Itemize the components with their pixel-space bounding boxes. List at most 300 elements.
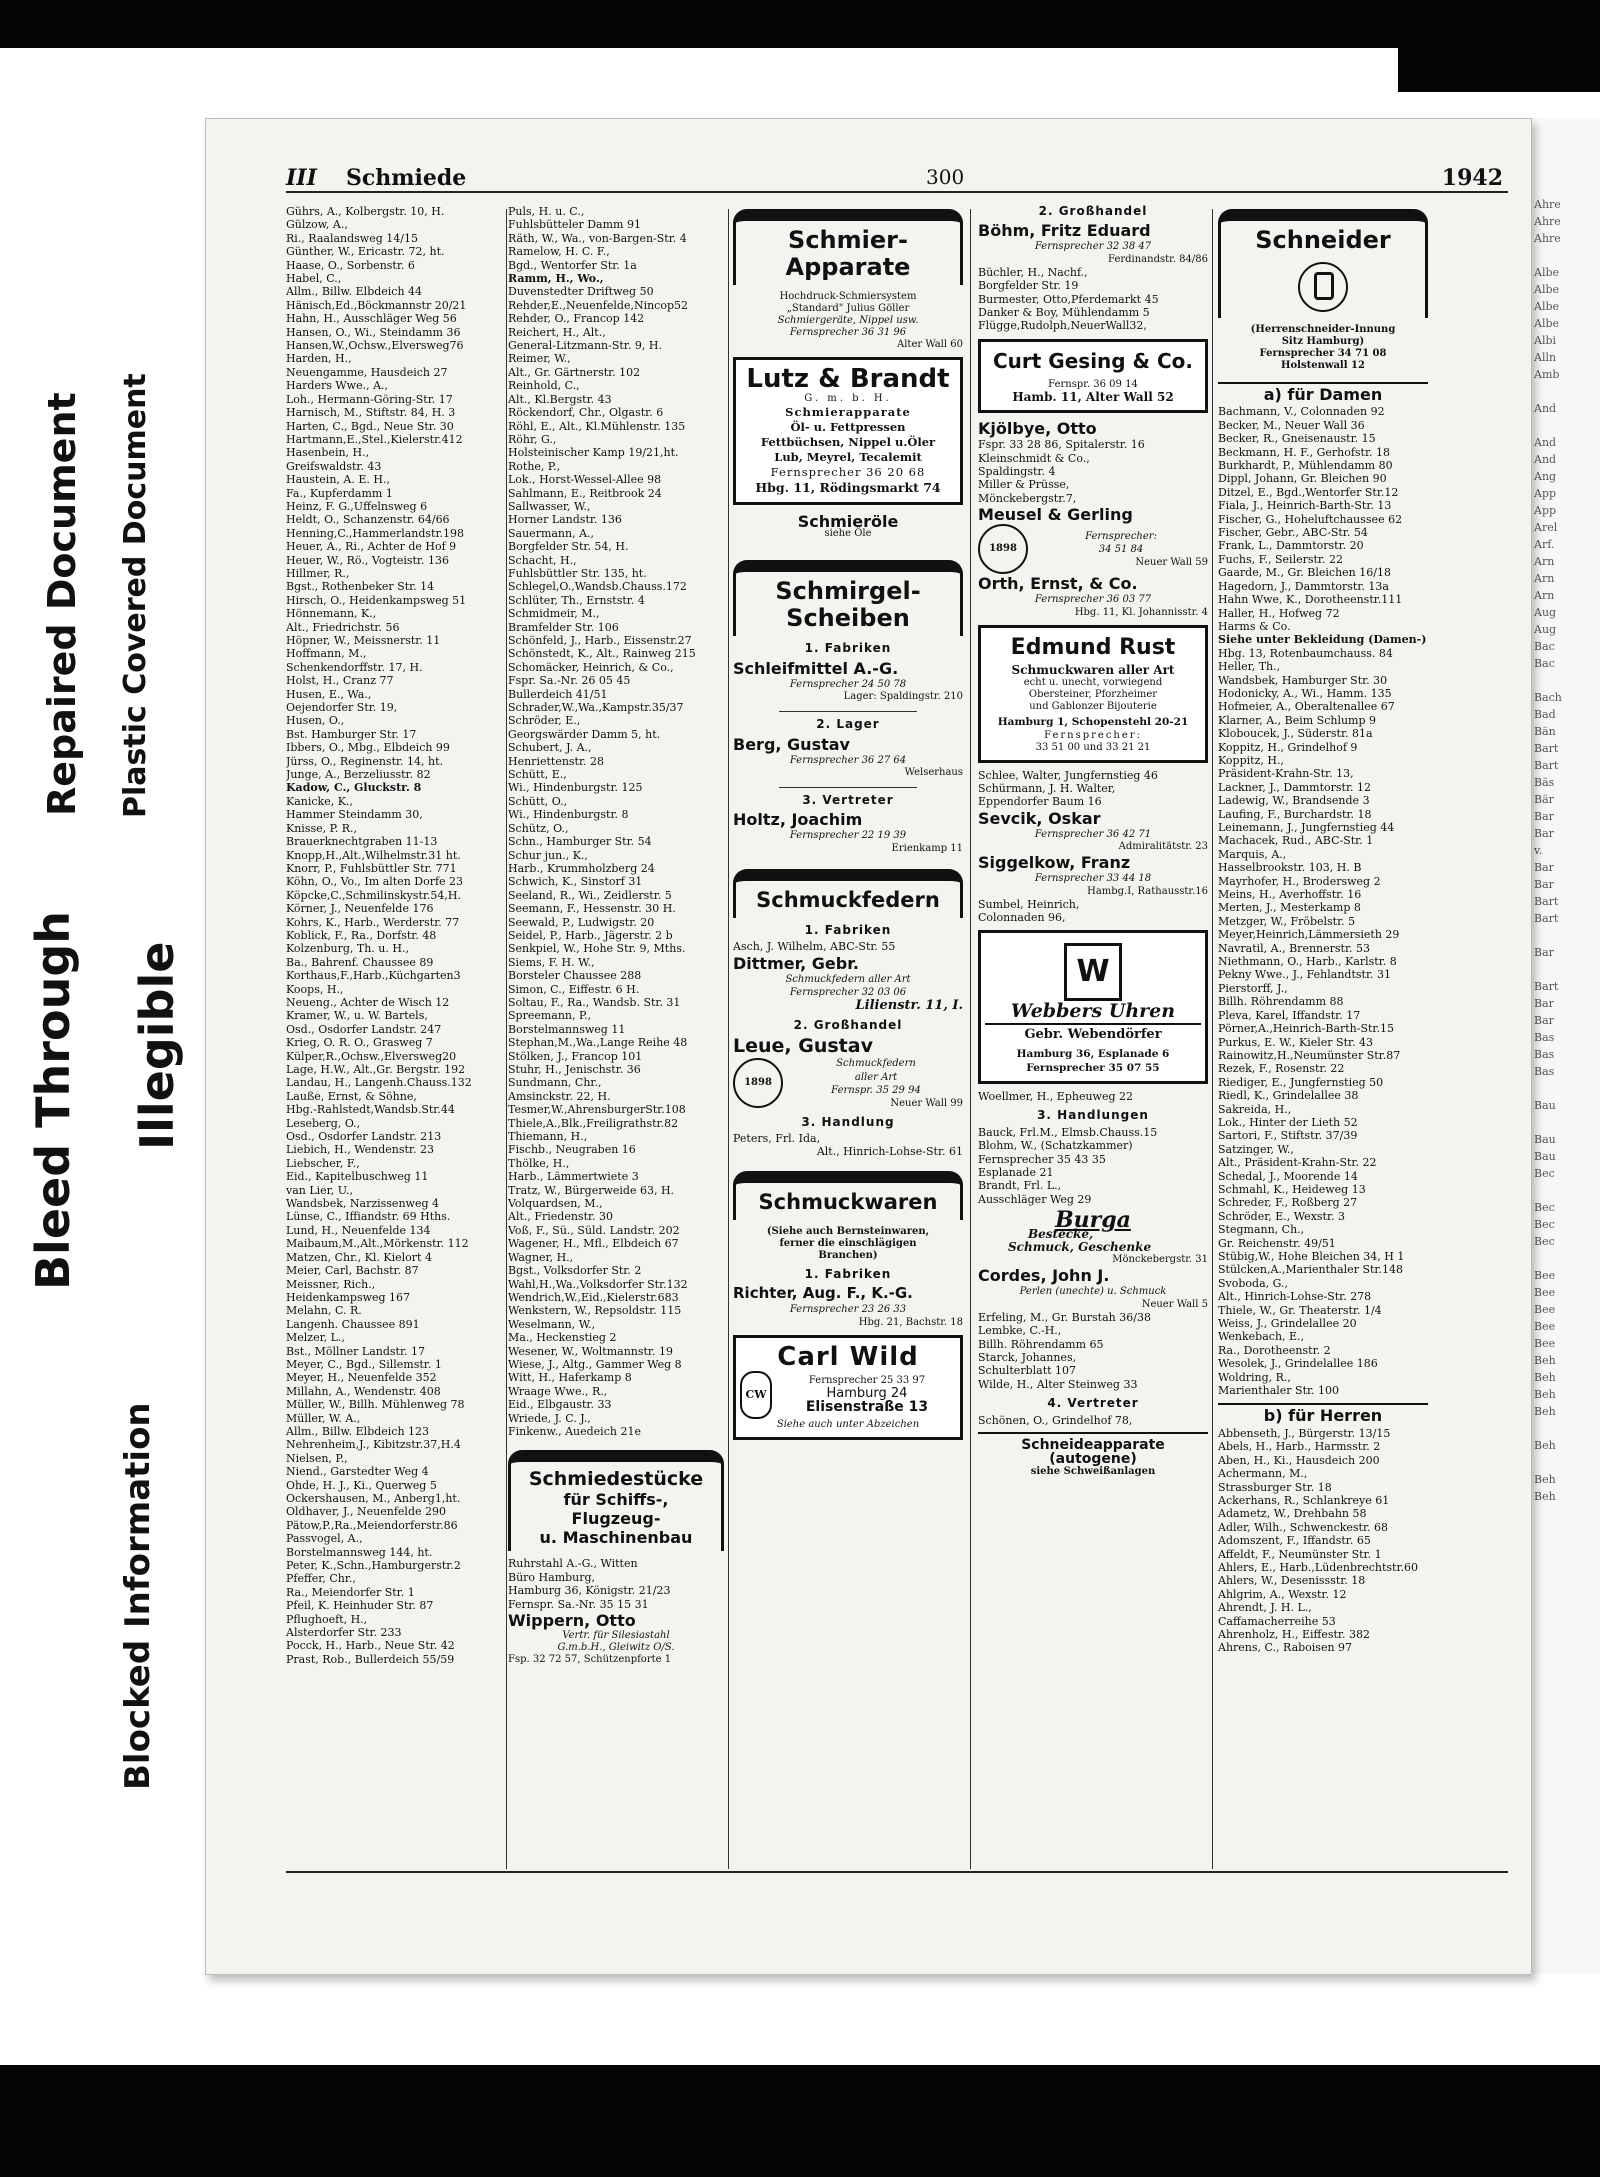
subheading: 3. Handlungen [1037, 1108, 1149, 1123]
listing-entry: Affeldt, F., Neumünster Str. 1 [1218, 1547, 1382, 1561]
edge-fragment: Arf. [1534, 538, 1555, 551]
edge-fragment [1528, 672, 1600, 689]
boehm-line: Fernsprecher 32 38 47 [1034, 241, 1152, 253]
burga-title: Burga [1055, 1207, 1131, 1234]
listing-entry: Stegmann, Ch., [1218, 1223, 1305, 1237]
edge-fragment: Bart [1534, 759, 1559, 772]
column-rule [1212, 209, 1213, 1869]
listing-entry: Sakreida, H., [1218, 1102, 1292, 1116]
listing-entry: Schönen, O., Grindelhof 78, [978, 1413, 1133, 1427]
listing-entry: Neuengamme, Hausdeich 27 [286, 365, 448, 379]
listing-entry: Loh., Hermann-Göring-Str. 17 [286, 392, 453, 406]
listing-entry: Rehder, O., Francop 142 [508, 312, 645, 326]
listing-entry: Mönckebergstr.7, [978, 491, 1077, 505]
leue-firm: Leue, Gustav [733, 1035, 873, 1058]
listing-entry: Weiss, J., Grindelallee 20 [1218, 1317, 1357, 1331]
burga-line: Bestecke, [1028, 1226, 1094, 1241]
listing-entry: Beckmann, H. F., Gerhofstr. 18 [1218, 445, 1391, 459]
listing-entry: Bgd., Wentorfer Str. 1a [508, 258, 637, 272]
rust-line: 33 51 00 und 33 21 21 [1035, 741, 1151, 753]
edge-fragment: Bec [1534, 1235, 1555, 1248]
schmirgel-title: Scheiben [786, 604, 910, 633]
listing-entry: Klarner, A., Beim Schlump 9 [1218, 713, 1377, 727]
listing-entry: Danker & Boy, Mühlendamm 5 [978, 306, 1150, 320]
edge-fragment: And [1534, 453, 1557, 466]
listing-entry: Reichert, H., Alt., [508, 325, 606, 339]
listing-entry: Wenkebach, E., [1218, 1330, 1305, 1344]
listing-entry: Wraage Wwe., R., [508, 1384, 608, 1398]
damen-heading: a) für Damen [1263, 385, 1383, 404]
listing-entry: Blohm, W., (Schatzkammer) [978, 1139, 1133, 1153]
richter-line: Fernsprecher 23 26 33 [789, 1304, 907, 1316]
listing-entry: Eppendorfer Baum 16 [978, 795, 1102, 809]
listing-entry: Sauermann, A., [508, 526, 595, 540]
tab-illegible: Illegible [130, 941, 184, 1150]
listing-entry: Wenkstern, W., Repsoldstr. 115 [508, 1304, 682, 1318]
listing-entry: Hofmeier, A., Oberaltenallee 67 [1218, 700, 1395, 714]
listing-entry: Seidel, P., Harb., Jägerstr. 2 b [508, 928, 673, 942]
listing-entry: Machacek, Rud., ABC-Str. 1 [1218, 834, 1374, 848]
listing-entry: Meier, Carl, Bachstr. 87 [286, 1264, 419, 1278]
listing-entry: Rainowitz,H.,Neumünster Str.87 [1218, 1048, 1401, 1062]
listing-entry: Schrader,W.,Wa.,Kampstr.35/37 [508, 701, 684, 715]
carl-wild-line: Siehe auch unter Abzeichen [776, 1418, 920, 1430]
listing-entry: Köhn, O., Vo., Im alten Dorfe 23 [286, 875, 464, 889]
listing-entry: Amsinckstr. 22, H. [508, 1089, 611, 1103]
subheading: 1. Fabriken [804, 922, 892, 937]
cordes-firm: Cordes, John J. [978, 1266, 1110, 1286]
edge-fragment: App [1534, 487, 1557, 500]
listing-entry: Woldring, R., [1218, 1370, 1291, 1384]
listing-entry: Greifswaldstr. 43 [286, 459, 382, 473]
listing-entry: Höpner, W., Meissnerstr. 11 [286, 634, 441, 647]
cw-logo-icon: CW [740, 1371, 772, 1419]
listing-entry: Ma., Heckenstieg 2 [508, 1331, 617, 1345]
listing-entry: Alt., Friedenstr. 30 [508, 1210, 614, 1224]
holtz-firm: Holtz, Joachim [733, 810, 863, 830]
listing-entry: Jürss, O., Reginenstr. 14, ht. [286, 754, 444, 768]
scan-border-bottom [0, 2065, 1600, 2177]
edge-fragment: Bart [1534, 912, 1559, 925]
column-rule [970, 209, 971, 1869]
edge-fragment [1528, 961, 1600, 978]
listing-entry: Pleva, Karel, Iffandstr. 17 [1218, 1008, 1361, 1022]
listing-entry: Billh. Röhrendamm 88 [1218, 995, 1344, 1009]
listing-entry: Satzinger, W., [1218, 1142, 1294, 1156]
listing-entry: Soltau, F., Ra., Wandsb. Str. 31 [508, 995, 681, 1009]
schmier-text: Hochdruck-Schmiersystem [779, 291, 917, 302]
lutz-gmbh: G. m. b. H. [804, 393, 892, 404]
listing-entry: Büro Hamburg, [508, 1570, 596, 1584]
listing-entry: Pfeffer, Chr., [286, 1572, 356, 1586]
listing-entry: Wagener, H., Mfl., Elbdeich 67 [508, 1237, 679, 1251]
listing-entry: Wesolek, J., Grindelallee 186 [1218, 1357, 1378, 1371]
lutz-line: Schmierapparate [785, 405, 911, 419]
listing-entry: Schröder, E., Wexstr. 3 [1218, 1209, 1346, 1223]
edge-fragment: Albe [1534, 266, 1560, 279]
listing-entry: Wandsbek, Hamburger Str. 30 [1218, 673, 1388, 687]
listing-entry: Fspr. Sa.-Nr. 26 05 45 [508, 674, 631, 688]
edmund-rust-ad [978, 625, 1208, 763]
listing-entry: Pflughoeft, H., [286, 1612, 368, 1626]
listing-entry: Gr. Reichenstr. 49/51 [1218, 1236, 1336, 1250]
listing-entry: Pocck, H., Harb., Neue Str. 42 [286, 1639, 455, 1653]
lutz-line: Hbg. 11, Rödingsmarkt 74 [755, 480, 941, 495]
listing-entry: Puls, H. u. C., [508, 205, 585, 218]
listing-entry: Burkhardt, P., Mühlendamm 80 [1218, 459, 1393, 473]
listing-entry: Adametz, W., Drehbahn 58 [1218, 1507, 1367, 1521]
tab-bleed-through: Bleed Through [26, 910, 80, 1290]
edge-fragment: Beh [1534, 1473, 1556, 1486]
listing-entry: Bullerdeich 41/51 [508, 687, 608, 701]
webbers-line: Gebr. Webendörfer [985, 1023, 1201, 1044]
listing-entry: Ra., Meiendorfer Str. 1 [286, 1585, 415, 1599]
schneideapparate-see: siehe Schweißanlagen [1030, 1465, 1156, 1477]
listing-entry: Schürmann, J. H. Walter, [978, 781, 1116, 795]
listing-entry: Gührs, A., Kolbergstr. 10, H. [286, 205, 445, 218]
edge-fragment: Bau [1534, 1133, 1556, 1146]
listing-column-5 [1218, 205, 1428, 1905]
edge-fragment: Bee [1534, 1337, 1556, 1350]
listing-entry: Navratil, A., Brennerstr. 53 [1218, 941, 1370, 955]
edge-fragment: Bas [1534, 1065, 1555, 1078]
meusel-line: 34 51 84 [1098, 544, 1144, 556]
listing-entry: Wriede, J. C. J., [508, 1411, 591, 1425]
carl-wild-ad [733, 1335, 963, 1440]
listing-entry: Achermann, M., [1218, 1467, 1308, 1481]
burga-line: Mönckebergstr. 31 [1112, 1254, 1208, 1266]
listing-entry: Holst, H., Cranz 77 [286, 674, 394, 688]
schmier-title: Apparate [785, 253, 911, 281]
schmier-text: „Standard" Julius Göller [786, 303, 910, 314]
listing-entry: Lage, H.W., Alt.,Gr. Bergstr. 192 [286, 1063, 466, 1076]
edge-fragment: Bec [1534, 1218, 1555, 1231]
burga-line: Schmuck, Geschenke [1008, 1240, 1152, 1255]
kjoelbye-firm: Kjölbye, Otto [978, 419, 1097, 439]
listing-entry: Harb., Krummholzberg 24 [508, 861, 655, 875]
webbers-line: Fernsprecher 35 07 55 [1026, 1061, 1160, 1074]
listing-entry: Melzer, L., [286, 1331, 345, 1345]
listing-entry: Osd., Osdorfer Landstr. 247 [286, 1022, 442, 1036]
schmiedestuecke-line: u. Maschinenbau [539, 1528, 693, 1548]
listing-entry: Köpcke,C.,Schmilinskystr.54,H. [286, 888, 462, 902]
lutz-line: Fettbüchsen, Nippel u.Öler [760, 435, 936, 449]
listing-entry: Ackerhans, R., Schlankreye 61 [1218, 1493, 1390, 1507]
listing-entry: Schn., Hamburger Str. 54 [508, 835, 652, 849]
header-year: 1942 [1441, 165, 1503, 191]
listing-entry: Spaldingstr. 4 [978, 465, 1056, 479]
listing-entry: Laufing, F., Burchardstr. 18 [1218, 807, 1372, 821]
rust-line: und Gablonzer Bijouterie [1029, 701, 1157, 713]
listing-entry: Kloboucek, J., Süderstr. 81a [1218, 727, 1373, 741]
listing-entry: Schlee, Walter, Jungfernstieg 46 [978, 768, 1158, 782]
listing-entry: Alt., Gr. Gärtnerstr. 102 [508, 365, 641, 379]
schleifmittel-line: Fernsprecher 24 50 78 [789, 678, 907, 690]
listing-entry: Abbenseth, J., Bürgerstr. 13/15 [1218, 1426, 1391, 1440]
edge-fragment: Bart [1534, 742, 1559, 755]
edge-fragment: Amb [1534, 368, 1560, 381]
listing-entry: Ahlgrim, A., Wexstr. 12 [1218, 1587, 1347, 1601]
listing-entry: Bgst., Volksdorfer Str. 2 [508, 1264, 642, 1278]
listing-entry: Krieg, O. R. O., Grasweg 7 [286, 1036, 433, 1050]
listing-entry: Gülzow, A., [286, 218, 348, 232]
subheading: 2. Lager [816, 717, 880, 732]
listing-entry: Knisse, P. R., [286, 821, 358, 835]
boehm-firm: Böhm, Fritz Eduard [978, 221, 1151, 241]
listing-entry: Dippl, Johann, Gr. Bleichen 90 [1218, 472, 1387, 486]
listing-entry: Spreemann, P., [508, 1009, 592, 1023]
listing-entry: Oejendorfer Str. 19, [286, 701, 398, 715]
listing-entry: Becker, M., Neuer Wall 36 [1218, 418, 1365, 432]
listing-entry: Allm., Billw. Elbdeich 44 [286, 285, 423, 299]
listing-entry: Heller, Th., [1218, 660, 1281, 674]
listing-entry: Thölke, H., [508, 1156, 570, 1170]
edge-fragment: Albi [1534, 334, 1557, 347]
edge-fragment: And [1534, 436, 1557, 449]
listing-entry: Alt., Präsident-Krahn-Str. 22 [1218, 1156, 1377, 1170]
listing-entry: Wendrich,W.,Eid.,Kielerstr.683 [508, 1290, 679, 1304]
siggelkow-firm: Siggelkow, Franz [978, 853, 1131, 873]
listing-entry: Brauerknechtgraben 11-13 [286, 835, 438, 849]
wippern-line: G.m.b.H., Gleiwitz O/S. [557, 1642, 675, 1653]
edge-fragment: Bart [1534, 980, 1559, 993]
listing-entry: Borgfelder Str. 19 [978, 279, 1079, 293]
schmuckwaren-heading [733, 1171, 963, 1220]
listing-entry: Lund, H., Neuenfelde 134 [286, 1223, 431, 1237]
webbers-logo-icon: W [1064, 943, 1122, 1001]
edge-fragment: Aug [1534, 623, 1557, 636]
edge-fragment [1528, 1454, 1600, 1471]
listing-entry: Hansen, O., Wi., Steindamm 36 [286, 325, 461, 339]
carl-wild-line: Elisenstraße 13 [805, 1398, 929, 1415]
schleifmittel-firm: Schleifmittel A.-G. [733, 658, 899, 678]
edge-fragment: Beh [1534, 1439, 1556, 1452]
listing-entry: Frank, L., Dammtorstr. 20 [1218, 539, 1364, 553]
listing-entry: Rehder,E.,Neuenfelde,Nincop52 [508, 298, 689, 312]
listing-column-1 [286, 205, 504, 1905]
listing-entry: Harms & Co. [1218, 619, 1291, 633]
header-keyword: Schmiede [346, 165, 467, 191]
edge-fragment: Bar [1534, 946, 1554, 959]
listing-entry: Simon, C., Eiffestr. 6 H. [508, 982, 640, 996]
listing-entry: Leseberg, O., [286, 1116, 361, 1130]
listing-entry: Ahrendt, J. H. L., [1218, 1601, 1312, 1615]
listing-entry: Meyer,Heinrich,Lämmersieth 29 [1218, 928, 1400, 942]
edge-fragment: Bad [1534, 708, 1556, 721]
curt-gesing-ad [978, 339, 1208, 413]
webbers-uhren-ad [978, 930, 1208, 1084]
rust-line: Fernsprecher: [1044, 729, 1142, 741]
listing-entry: Bst. Hamburger Str. 17 [286, 727, 417, 741]
edge-fragment: Beh [1534, 1405, 1556, 1418]
tab-repaired-document: Repaired Document [40, 392, 84, 816]
listing-entry: Henning,C.,Hammerlandstr.198 [286, 526, 465, 540]
listing-entry: Külper,R.,Ochsw.,Elversweg20 [286, 1049, 457, 1063]
edge-fragment: Bec [1534, 1201, 1555, 1214]
listing-entry: Schomäcker, Heinrich, & Co., [508, 660, 674, 674]
listing-entry: Thiele, W., Gr. Theaterstr. 1/4 [1218, 1303, 1382, 1317]
edge-fragment: App [1534, 504, 1557, 517]
listing-entry: Siems, F. H. W., [508, 955, 595, 969]
edge-fragment [1528, 417, 1600, 434]
listing-entry: Günther, W., Ericastr. 72, ht. [286, 245, 445, 259]
edge-fragment [1528, 1114, 1600, 1131]
adjacent-page-edge [1525, 118, 1600, 1973]
listing-entry: Riedl, K., Grindelallee 38 [1218, 1089, 1359, 1103]
listing-entry: Kadow, C., Gluckstr. 8 [286, 781, 422, 795]
listing-entry: Haustein, A. E. H., [286, 473, 390, 487]
listing-entry: Leinemann, J., Jungfernstieg 44 [1218, 821, 1395, 834]
schmuckwaren-title: Schmuckwaren [758, 1189, 938, 1214]
schmiedestuecke-heading [508, 1450, 724, 1551]
listing-entry: Lembke, C.-H., [978, 1324, 1062, 1338]
listing-entry: Mayrhofer, H., Brodersweg 2 [1218, 874, 1381, 888]
edge-fragment: Bar [1534, 861, 1554, 874]
sevcik-line: Admiralitätstr. 23 [1118, 841, 1208, 853]
schmuckwaren-note: Branchen) [818, 1249, 878, 1261]
listing-entry: Sundmann, Chr., [508, 1076, 602, 1090]
schmuckwaren-note: ferner die einschlägigen [779, 1237, 917, 1249]
listing-entry: Peter, K.,Schn.,Hamburgerstr.2 [286, 1559, 461, 1573]
listing-entry: Fernspr. Sa.-Nr. 35 15 31 [508, 1597, 649, 1611]
listing-entry: Finkenw., Auedeich 21e [508, 1424, 641, 1438]
listing-entry: Schütt, E., [508, 768, 567, 782]
listing-entry: Ladewig, W., Brandsende 3 [1218, 794, 1370, 808]
listing-entry: Sumbel, Heinrich, [978, 897, 1080, 911]
sevcik-firm: Sevcik, Oskar [978, 808, 1101, 828]
edge-fragment: Aug [1534, 606, 1557, 619]
orth-firm: Orth, Ernst, & Co. [978, 574, 1138, 594]
column-rule [728, 209, 729, 1869]
subheading: 1. Fabriken [804, 1266, 892, 1281]
listing-entry: Bauck, Frl.M., Elmsb.Chauss.15 [978, 1125, 1158, 1139]
listing-entry: Adomszent, F., Iffandstr. 65 [1218, 1534, 1371, 1548]
listing-entry: Ohde, H. J., Ki., Querweg 5 [286, 1478, 437, 1492]
edge-fragment: Bas [1534, 1031, 1555, 1044]
edge-fragment: Bar [1534, 1014, 1554, 1027]
subheading: 2. Großhandel [793, 1017, 903, 1032]
listing-column-2 [508, 205, 724, 1905]
listing-entry: Ockershausen, M., Anberg1,ht. [286, 1492, 461, 1505]
tab-blocked-information: Blocked Information [118, 1402, 158, 1790]
listing-entry: Hbg. 13, Rotenbaumchauss. 84 [1218, 646, 1393, 660]
scan-border-right [1398, 48, 1600, 92]
listing-entry: Landau, H., Langenh.Chauss.132 [286, 1076, 472, 1090]
listing-entry: Kohrs, K., Harb., Werderstr. 77 [286, 915, 460, 929]
listing-entry: Stölken, J., Francop 101 [508, 1049, 643, 1063]
listing-entry: Oldhaver, J., Neuenfelde 290 [286, 1505, 446, 1519]
listing-entry: Neueng., Achter de Wisch 12 [286, 995, 450, 1009]
edge-fragment: Bee [1534, 1303, 1556, 1316]
listing-entry: Fischer, Gebr., ABC-Str. 54 [1218, 526, 1368, 540]
meusel-line: Fernsprecher: [1085, 530, 1157, 542]
listing-entry: Hamburg 36, Königstr. 21/23 [508, 1584, 671, 1598]
gesing-line: Fernspr. 36 09 14 [1048, 378, 1138, 390]
edge-fragment: And [1534, 402, 1557, 415]
webbers-title: Webbers Uhren [1010, 1000, 1176, 1023]
listing-entry: Siehe unter Bekleidung (Damen-) [1218, 633, 1427, 647]
listing-entry: Harden, H., [286, 352, 352, 366]
listing-entry: Fischb., Neugraben 16 [508, 1143, 636, 1157]
berg-line: Welserhaus [904, 767, 963, 779]
subheading: 2. Großhandel [1038, 205, 1148, 218]
listing-entry: Hasenbein, H., [286, 446, 370, 460]
listing-entry: Hahn Wwe, K., Dorotheenstr.111 [1218, 593, 1403, 607]
listing-entry: Reinhold, C., [508, 379, 580, 393]
schleifmittel-line: Lager: Spaldingstr. 210 [843, 691, 963, 703]
listing-entry: Marienthaler Str. 100 [1218, 1384, 1340, 1398]
listing-entry: Nielsen, P., [286, 1451, 348, 1465]
meusel-line: Neuer Wall 59 [1135, 556, 1208, 568]
listing-entry: Fischer, G., Hoheluftchaussee 62 [1218, 512, 1403, 526]
edge-fragment: Ahre [1534, 215, 1561, 228]
listing-entry: Meyer, H., Neuenfelde 352 [286, 1371, 437, 1385]
edge-fragment: Bau [1534, 1150, 1556, 1163]
listing-entry: Hansen,W.,Ochsw.,Elversweg76 [286, 339, 464, 353]
listing-entry: Wi., Hindenburgstr. 8 [508, 808, 629, 822]
edge-fragment: Bee [1534, 1286, 1556, 1299]
edge-fragment: Arn [1534, 589, 1555, 602]
leue-line: aller Art [854, 1071, 898, 1083]
schneideapparate-title: Schneideapparate [1021, 1437, 1165, 1454]
listing-entry: Schur jun., K., [508, 848, 588, 862]
listing-entry: Weselmann, W., [508, 1317, 596, 1331]
edge-fragment [1528, 927, 1600, 944]
edge-fragment: Bee [1534, 1320, 1556, 1333]
listing-entry: Witt, H., Haferkamp 8 [508, 1371, 632, 1385]
listing-entry: Hammer Steindamm 30, [286, 808, 423, 822]
tab-plastic-covered: Plastic Covered Document [118, 373, 153, 818]
dittmer-line: Fernsprecher 32 03 06 [789, 987, 907, 999]
listing-entry: Schulterblatt 107 [978, 1364, 1077, 1378]
meusel-firm: Meusel & Gerling [978, 505, 1133, 525]
listing-entry: Kramer, W., u. W. Bartels, [286, 1009, 428, 1023]
schmuckwaren-note: (Siehe auch Bernsteinwaren, [766, 1225, 930, 1237]
dittmer-line: Lilienstr. 11, I. [855, 998, 963, 1014]
listing-entry: Senkpiel, W., Hohe Str. 9, Mths. [508, 942, 686, 956]
edge-fragment: Ahre [1534, 232, 1561, 245]
listing-entry: Millahn, A., Wendenstr. 408 [286, 1384, 441, 1398]
edge-fragment: Alln [1534, 351, 1557, 364]
listing-entry: Heuer, W., Rö., Vogteistr. 136 [286, 553, 449, 567]
listing-column-3 [733, 205, 963, 1905]
listing-entry: Körner, J., Neuenfelde 176 [286, 902, 434, 916]
listing-entry: Riediger, E., Jungfernstieg 50 [1218, 1075, 1384, 1089]
listing-entry: Bachmann, V., Colonnaden 92 [1218, 405, 1385, 419]
listing-entry: Habel, C., [286, 272, 342, 286]
rust-title: Edmund Rust [1010, 634, 1176, 660]
dittmer-line: Schmuckfedern aller Art [785, 973, 911, 985]
directory-page [205, 118, 1532, 1975]
listing-entry: Hodonicky, A., Wi., Hamm. 135 [1218, 686, 1392, 700]
schmuckfedern-heading [733, 869, 963, 918]
edge-fragment: Bart [1534, 895, 1559, 908]
edge-fragment [1528, 1182, 1600, 1199]
boehm-line: Ferdinandstr. 84/86 [1108, 253, 1208, 265]
listing-entry: Eid., Elbgaustr. 33 [508, 1398, 612, 1412]
listing-entry: Aben, H., Ki., Hausdeich 200 [1218, 1453, 1380, 1467]
edge-fragment: Bäs [1534, 776, 1555, 789]
berg-line: Fernsprecher 36 27 64 [789, 754, 907, 766]
schmirgel-heading [733, 560, 963, 636]
schmiedestuecke-title: Schmiedestücke [528, 1468, 704, 1491]
page-number: 300 [926, 165, 965, 189]
listing-entry: Fuhlsbütteler Damm 91 [508, 218, 641, 232]
listing-entry: Wiese, J., Altg., Gammer Weg 8 [508, 1357, 682, 1371]
listing-entry: Allm., Billw. Elbdeich 123 [286, 1424, 430, 1438]
edge-fragment [1528, 1080, 1600, 1097]
listing-entry: Ditzel, E., Bgd.,Wentorfer Str.12 [1218, 485, 1399, 499]
